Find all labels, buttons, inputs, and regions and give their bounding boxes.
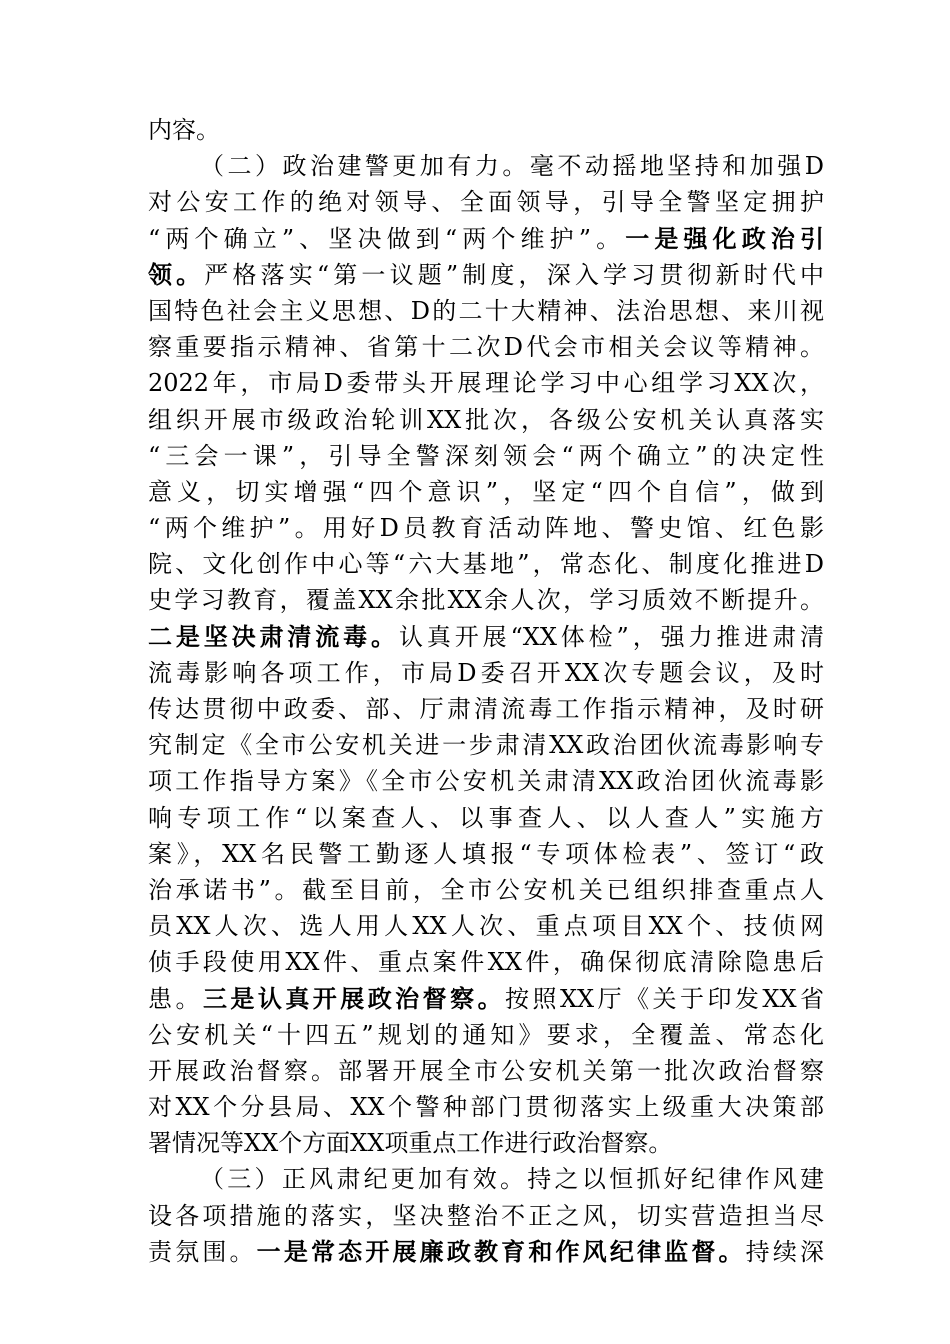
text-line [148, 1125, 824, 1161]
text-line [148, 619, 824, 655]
text-run: 流毒影响各项工作，市局D委召开XX次专题会议，及时 [148, 658, 824, 687]
text-line [148, 763, 824, 799]
text-run: 开展政治督察。部署开展全市公安机关第一批次政治督察 [148, 1056, 824, 1085]
text-run: 内容。 [148, 116, 220, 144]
text-line [148, 293, 824, 329]
text-line [148, 1234, 824, 1270]
text-line [148, 1053, 824, 1089]
text-run: 院、文化创作中心等“六大基地”，常态化、制度化推进D [148, 550, 824, 579]
bold-run: 一是常态开展廉政教育和作风纪律监督。 [256, 1236, 746, 1266]
text-run: 患。 [148, 984, 203, 1013]
bold-run: 二是坚决肃清流毒。 [148, 621, 399, 651]
text-line [148, 691, 824, 727]
text-run: 员XX人次、选人用人XX人次、重点项目XX个、技侦网 [148, 912, 824, 941]
text-run: 意义，切实增强“四个意识”，坚定“四个自信”，做到 [148, 477, 824, 506]
text-line [148, 727, 824, 763]
text-run: 设各项措施的落实，坚决整治不正之风，切实营造担当尽 [148, 1201, 824, 1230]
text-run: 案》，XX名民警工勤逐人填报“专项体检表”、签订“政 [148, 839, 824, 868]
text-line [148, 1017, 824, 1053]
text-run: 治承诺书”。截至目前，全市公安机关已组织排查重点人 [148, 875, 824, 904]
text-line [148, 546, 824, 582]
text-line [148, 872, 824, 908]
text-run: 2022年，市局D委带头开展理论学习中心组学习XX次， [148, 369, 824, 398]
text-run: 究制定《全市公安机关进一步肃清XX政治团伙流毒影响专 [148, 731, 824, 760]
text-run: 按照XX厅《关于印发XX省 [505, 984, 824, 1013]
text-line [148, 582, 824, 618]
text-line [148, 1161, 824, 1197]
text-line [148, 365, 824, 401]
text-run: 项工作指导方案》《全市公安机关肃清XX政治团伙流毒影 [148, 767, 824, 796]
text-line [148, 221, 824, 257]
text-run: 响专项工作“以案查人、以事查人、以人查人”实施方 [148, 803, 824, 832]
text-run: “三会一课”，引导全警深刻领会“两个确立”的决定性 [148, 441, 824, 470]
text-line [148, 944, 824, 980]
text-run: 组织开展市级政治轮训XX批次，各级公安机关认真落实 [148, 405, 824, 434]
text-line [148, 329, 824, 365]
text-run: 对XX个分县局、XX个警种部门贯彻落实上级重大决策部 [148, 1093, 824, 1122]
document-page [148, 112, 824, 1270]
text-line [148, 981, 824, 1017]
text-line [148, 1089, 824, 1125]
text-line [148, 257, 824, 293]
text-run: 传达贯彻中政委、部、厅肃清流毒工作指示精神，及时研 [148, 695, 824, 723]
text-run: 公安机关“十四五”规划的通知》要求，全覆盖、常态化 [148, 1020, 824, 1049]
text-run: 持续深 [745, 1237, 824, 1266]
text-run: “两个确立”、坚决做到“两个维护”。 [148, 224, 626, 253]
text-run: “两个维护”。用好D员教育活动阵地、警史馆、红色影 [148, 514, 824, 543]
text-line [148, 112, 824, 148]
text-line [148, 148, 824, 184]
text-run: 责氛围。 [148, 1237, 257, 1266]
text-line [148, 655, 824, 691]
text-line [148, 800, 824, 836]
bold-run: 三是认真开展政治督察。 [202, 983, 506, 1013]
text-run: （三）正风肃纪更加有效。持之以恒抓好纪律作风建 [200, 1165, 824, 1194]
text-run: 史学习教育，覆盖XX余批XX余人次，学习质效不断提升。 [148, 586, 824, 615]
text-run: （二）政治建警更加有力。毫不动摇地坚持和加强D [200, 152, 824, 181]
text-line [148, 510, 824, 546]
text-line [148, 908, 824, 944]
text-run: 严格落实“第一议题”制度，深入学习贯彻新时代中 [204, 260, 824, 289]
text-line [148, 438, 824, 474]
bold-run: 领。 [148, 259, 205, 289]
text-run: 认真开展“XX体检”，强力推进肃清 [398, 622, 824, 651]
text-run: 署情况等XX个方面XX项重点工作进行政治督察。 [148, 1129, 673, 1158]
text-line [148, 184, 824, 220]
text-line [148, 402, 824, 438]
bold-run: 一是强化政治引 [625, 223, 824, 253]
text-line [148, 474, 824, 510]
text-line [148, 836, 824, 872]
text-run: 对公安工作的绝对领导、全面领导，引导全警坚定拥护 [148, 188, 824, 217]
text-line [148, 1198, 824, 1234]
text-run: 察重要指示精神、省第十二次D代会市相关会议等精神。 [148, 333, 824, 362]
text-run: 国特色社会主义思想、D的二十大精神、法治思想、来川视 [148, 296, 824, 325]
text-run: 侦手段使用XX件、重点案件XX件，确保彻底清除隐患后 [148, 948, 824, 977]
